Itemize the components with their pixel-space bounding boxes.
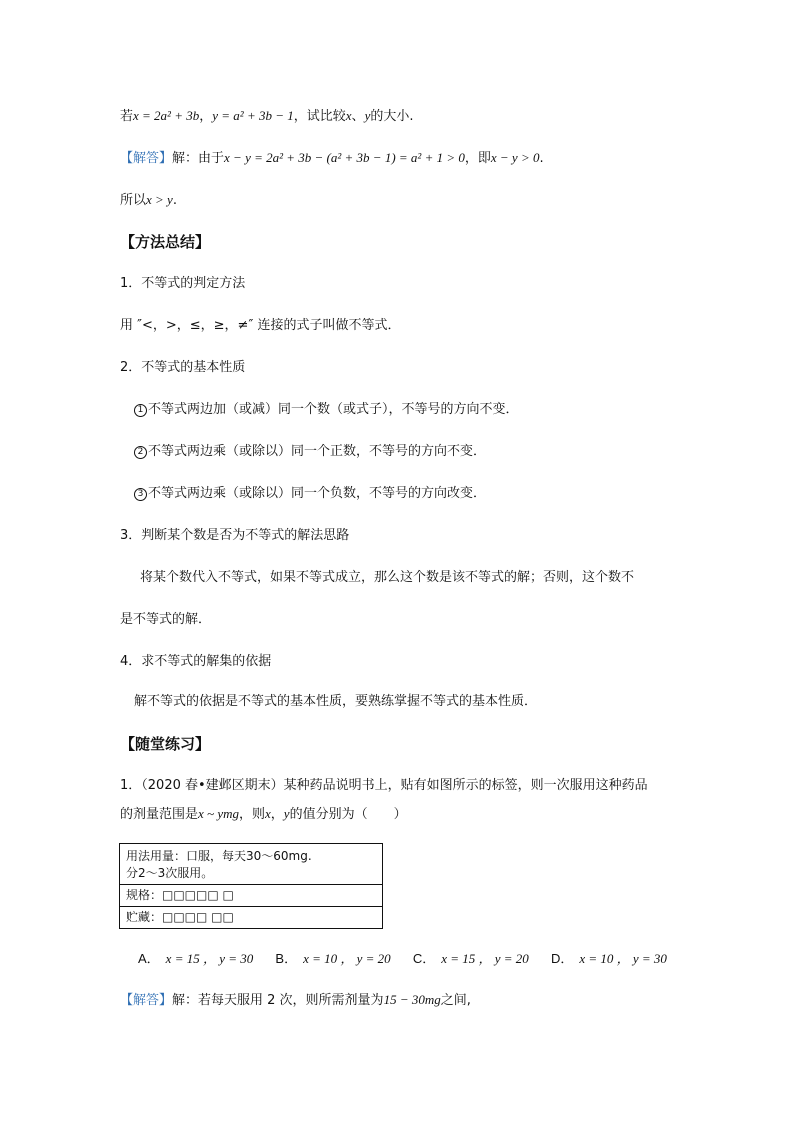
q1-pre: 的剂量范围是 — [120, 807, 199, 822]
intro-sep: 、 — [351, 109, 365, 124]
question-1-line2 — [120, 804, 407, 825]
option-b-text: x = 10 ， y = 20 — [303, 951, 391, 966]
therefore-line — [120, 190, 177, 211]
option-d[interactable] — [551, 949, 667, 970]
method-item1-body: 用 ″<，>，≤，≥，≠″ 连接的式子叫做不等式． — [120, 318, 401, 333]
method-item2-title: 2．不等式的基本性质 — [120, 360, 246, 375]
answer-end: . — [539, 151, 544, 166]
label-spec-row: 规格：□□□□□ □ — [120, 884, 382, 906]
eq-y: y = a² + 3b − 1 — [212, 108, 294, 123]
property-1-text: 不等式两边加（或减）同一个数（或式子），不等号的方向不变． — [148, 402, 519, 417]
circled-number-3: 3 — [134, 488, 147, 501]
medicine-label — [119, 843, 383, 929]
intro-comma: ， — [199, 109, 213, 124]
circled-number-2: 2 — [134, 446, 147, 459]
q1-comma: ， — [270, 807, 284, 822]
intro-suffix-pre: ，试比较 — [293, 109, 346, 124]
method-item4-title: 4．求不等式的解集的依据 — [120, 654, 272, 669]
option-c[interactable] — [413, 949, 529, 970]
property-1 — [134, 400, 519, 420]
property-3 — [134, 484, 486, 504]
option-a-letter: A． — [138, 951, 160, 966]
method-item4-body: 解不等式的依据是不等式的基本性质，要熟练掌握不等式的基本性质． — [134, 694, 538, 709]
answer2-range: 15 − 30mg — [383, 992, 441, 1007]
q1-mid: ，则 — [238, 807, 265, 822]
answer-options — [138, 949, 685, 970]
property-3-text: 不等式两边乘（或除以）同一个负数，不等号的方向改变． — [148, 486, 487, 501]
option-a[interactable] — [138, 949, 253, 970]
method-heading: 【方法总结】 — [120, 233, 211, 251]
therefore-expr: x > y — [146, 192, 173, 207]
answer-mid: ，即 — [464, 151, 491, 166]
answer-line — [120, 148, 544, 169]
option-a-text: x = 15 ， y = 30 — [165, 951, 254, 966]
therefore-end: . — [172, 193, 177, 208]
option-d-text: x = 10 ， y = 30 — [579, 951, 667, 966]
answer-lead: 解：由于 — [172, 151, 225, 166]
var-y: y — [364, 108, 371, 123]
practice-heading: 【随堂练习】 — [120, 735, 211, 753]
answer-concl: x − y > 0 — [490, 150, 540, 165]
answer2-tag: 【解答】 — [120, 993, 173, 1008]
label-usage-row — [120, 844, 382, 884]
method-item1-title: 1．不等式的判定方法 — [120, 276, 246, 291]
method-item3-title: 3．判断某个数是否为不等式的解法思路 — [120, 528, 350, 543]
intro-suffix: 的大小. — [370, 109, 414, 124]
q1-y: y — [283, 806, 290, 821]
option-c-letter: C． — [412, 951, 436, 966]
var-x: x — [345, 108, 352, 123]
property-2 — [134, 442, 486, 462]
eq-x: x = 2a² + 3b — [133, 108, 200, 123]
option-b[interactable] — [275, 949, 390, 970]
question-1-line1: 1．（2020 春•建邺区期末）某种药品说明书上，贴有如图所示的标签，则一次服用这种药品 — [120, 778, 648, 793]
answer-expr: x − y = 2a² + 3b − (a² + 3b − 1) = a² + 1 > 0 — [224, 150, 465, 165]
answer2-end: 之间, — [440, 993, 471, 1008]
option-c-text: x = 15 ， y = 20 — [441, 951, 529, 966]
q1-end: 的值分别为（ ） — [289, 807, 407, 822]
label-storage-row: 贮藏：□□□□ □□ — [120, 906, 382, 928]
answer-tag: 【解答】 — [120, 151, 173, 166]
q1-range: x ~ ymg — [198, 806, 239, 821]
label-usage-line2: 分2～3次服用。 — [126, 866, 214, 880]
circled-number-1: 1 — [134, 404, 147, 417]
method-item3-body1: 将某个数代入不等式，如果不等式成立，那么这个数是该不等式的解；否则，这个数不 — [140, 570, 635, 585]
q1-x: x — [265, 806, 271, 821]
answer2-line — [120, 990, 471, 1011]
option-b-letter: B． — [275, 951, 298, 966]
intro-line — [120, 106, 413, 127]
option-d-letter: D． — [550, 951, 574, 966]
method-item3-body2: 是不等式的解． — [120, 612, 212, 627]
intro-prefix: 若 — [120, 109, 134, 124]
answer2-lead: 解：若每天服用 2 次，则所需剂量为 — [172, 993, 384, 1008]
property-2-text: 不等式两边乘（或除以）同一个正数，不等号的方向不变． — [148, 444, 487, 459]
label-usage-line1: 用法用量：口服，每天30～60mg. — [126, 849, 312, 863]
therefore-prefix: 所以 — [120, 193, 147, 208]
